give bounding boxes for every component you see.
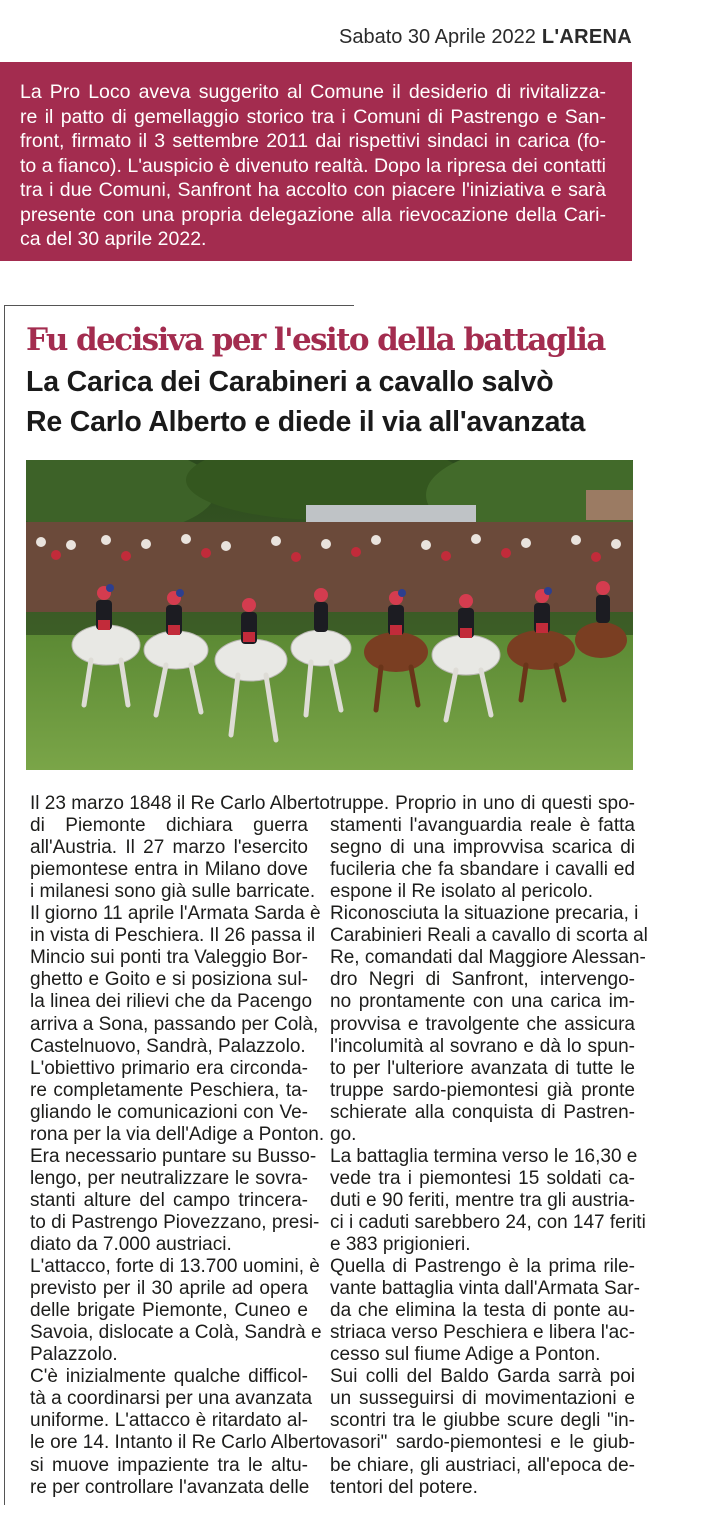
article-text-line: si muove impaziente tra le altu-	[30, 1454, 308, 1476]
carabinieri-cavalry-charge-photo	[26, 460, 633, 770]
article-text-line: espone il Re isolato al pericolo.	[330, 881, 593, 903]
article-text-line: schierate alla conquista di Pastren-	[330, 1101, 635, 1123]
article-text-line: segno di una improvvisa scarica di	[330, 837, 635, 859]
intro-box-line: tra i due Comuni, Sanfront ha accolto con piacere l'iniziativa e sarà	[20, 179, 606, 201]
intro-box-line: re il patto di gemellaggio storico tra i Comuni di Pastrengo e San-	[20, 105, 606, 128]
article-text-line: scontri tra le giubbe scure degli "in-	[330, 1410, 635, 1432]
article-text-line: gliando le comunicazioni con Ve-	[30, 1101, 308, 1123]
article-text-line: e 383 prigionieri.	[330, 1234, 471, 1255]
article-text-line: i milanesi sono già sulle barricate.	[30, 881, 316, 903]
article-text-line: truppe. Proprio in uno di questi spo-	[330, 793, 635, 814]
article-text-line: un susseguirsi di movimentazioni e	[330, 1388, 635, 1410]
intro-box-line: front, firmato il 3 settembre 2011 dai rispettivi sindaci in carica (fo-	[20, 130, 606, 152]
article-text-line: cesso sul fiume Adige a Ponton.	[330, 1344, 601, 1366]
newspaper-name: L'ARENA	[541, 26, 632, 48]
article-text-line: Mincio sui ponti tra Valeggio Bor-	[30, 947, 308, 969]
intro-box	[0, 62, 632, 261]
article-text-line: di Piemonte dichiara guerra	[30, 815, 308, 837]
article-text-line: vede tra i piemontesi 15 soldati ca-	[330, 1167, 635, 1189]
article-text-line: L'attacco, forte di 13.700 uomini, è	[30, 1256, 320, 1278]
article-kicker: Fu decisiva per l'esito della battaglia	[26, 322, 605, 358]
article-text-line: previsto per il 30 aprile ad opera	[30, 1278, 308, 1300]
article-text-line: provvisa e travolgente che assicura	[330, 1013, 635, 1035]
intro-box-line: ca del 30 aprile 2022.	[20, 228, 207, 250]
article-text-line: vante battaglia vinta dall'Armata Sar-	[330, 1278, 640, 1300]
intro-box-line: to a fianco). L'auspicio è divenuto realtà. Dopo la ripresa dei contatti	[20, 154, 606, 177]
article-text-line: all'Austria. Il 27 marzo l'esercito	[30, 837, 308, 859]
headline-line-1: La Carica dei Carabineri a cavallo salvò	[26, 366, 554, 398]
photo-illustration	[26, 460, 633, 770]
article-text-line: Sui colli del Baldo Garda sarrà poi	[330, 1366, 635, 1388]
article-text-line: delle brigate Piemonte, Cuneo e	[30, 1300, 308, 1322]
article-text-line: Quella di Pastrengo è la prima rile-	[330, 1256, 635, 1278]
article-text-line: piemontese entra in Milano dove	[30, 859, 308, 881]
article-text-line: ghetto e Goito e si posiziona sul-	[30, 969, 308, 991]
article-text-line: uniforme. L'attacco è ritardato al-	[30, 1410, 308, 1432]
article-text-line: duti e 90 feriti, mentre tra gli austria-	[330, 1189, 635, 1211]
article-text-line: diato da 7.000 austriaci.	[30, 1234, 232, 1255]
article-text-line: Castelnuovo, Sandrà, Palazzolo.	[30, 1035, 306, 1057]
article-text-line: Savoia, dislocate a Colà, Sandrà e	[30, 1322, 322, 1344]
article-text-line: rona per la via dell'Adige a Ponton.	[30, 1123, 325, 1145]
issue-date: Sabato 30 Aprile 2022	[338, 26, 536, 48]
article-text-line: Re, comandati dal Maggiore Alessan-	[330, 947, 646, 969]
article-text-line: stanti alture del campo trincera-	[30, 1189, 308, 1211]
article-text-line: to per l'ulteriore avanzata di tutte le	[330, 1057, 635, 1079]
article-top-rule	[4, 305, 354, 306]
article-left-rule	[4, 305, 5, 1505]
article-text-line: be chiare, gli austriaci, all'epoca de-	[330, 1454, 635, 1476]
article-text-line: re per controllare l'avanzata delle	[30, 1476, 310, 1498]
article-text-line: le ore 14. Intanto il Re Carlo Alberto	[30, 1432, 332, 1454]
article-text-line: fucileria che fa sbandare i cavalli ed	[330, 859, 635, 881]
article-text-line: Riconosciuta la situazione precaria, i	[330, 903, 639, 925]
article-text-line: arriva a Sona, passando per Colà,	[30, 1013, 319, 1035]
article-text-line: stamenti l'avanguardia reale è fatta	[330, 815, 635, 837]
article-text-line: La battaglia termina verso le 16,30 e	[330, 1145, 638, 1167]
article-text-line: no prontamente con una carica im-	[330, 991, 635, 1013]
article-text-line: in vista di Peschiera. Il 26 passa il	[30, 925, 316, 947]
article-text-line: re completamente Peschiera, ta-	[30, 1079, 308, 1101]
article-text-line: C'è inizialmente qualche difficol-	[30, 1366, 308, 1388]
article-text-line: striaca verso Peschiera e libera l'ac-	[330, 1322, 635, 1344]
article-text-line: da che elimina la testa di ponte au-	[330, 1300, 635, 1322]
intro-box-line: La Pro Loco aveva suggerito al Comune il desiderio di rivitalizza-	[20, 81, 606, 103]
article-text-line: Carabinieri Reali a cavallo di scorta al	[330, 925, 648, 947]
article-text-line: vasori" sardo-piemontesi e le giub-	[330, 1432, 635, 1454]
article-text-line: l'incolumità al sovrano e dà lo spun-	[330, 1035, 635, 1057]
article-text-line: la linea dei rilievi che da Pacengo	[30, 991, 313, 1013]
article-text-line: truppe sardo-piemontesi già pronte	[330, 1079, 635, 1101]
article-text-line: to di Pastrengo Piovezzano, presi-	[30, 1211, 320, 1233]
article-text-line: Era necessario puntare su Busso-	[30, 1145, 317, 1167]
intro-box-line: presente con una propria delegazione alla rievocazione della Cari-	[20, 203, 606, 226]
article-text-line: tentori del potere.	[330, 1476, 478, 1498]
article-text-line: dro Negri di Sanfront, intervengo-	[330, 969, 635, 991]
headline-line-2: Re Carlo Alberto e diede il via all'avanzata	[26, 406, 586, 438]
article-text-line: lengo, per neutralizzare le sovra-	[30, 1167, 308, 1189]
article-text-line: go.	[330, 1123, 357, 1145]
article-text-line: Il giorno 11 aprile l'Armata Sarda è	[30, 903, 321, 925]
masthead	[339, 26, 632, 49]
article-text-line: Palazzolo.	[30, 1344, 118, 1366]
article-text-line: Il 23 marzo 1848 il Re Carlo Alberto	[30, 793, 330, 814]
article-text-line: ci i caduti sarebbero 24, con 147 feriti	[330, 1211, 646, 1233]
article-text-line: L'obiettivo primario era circonda-	[30, 1057, 308, 1079]
article-text-line: tà a coordinarsi per una avanzata	[30, 1388, 313, 1410]
